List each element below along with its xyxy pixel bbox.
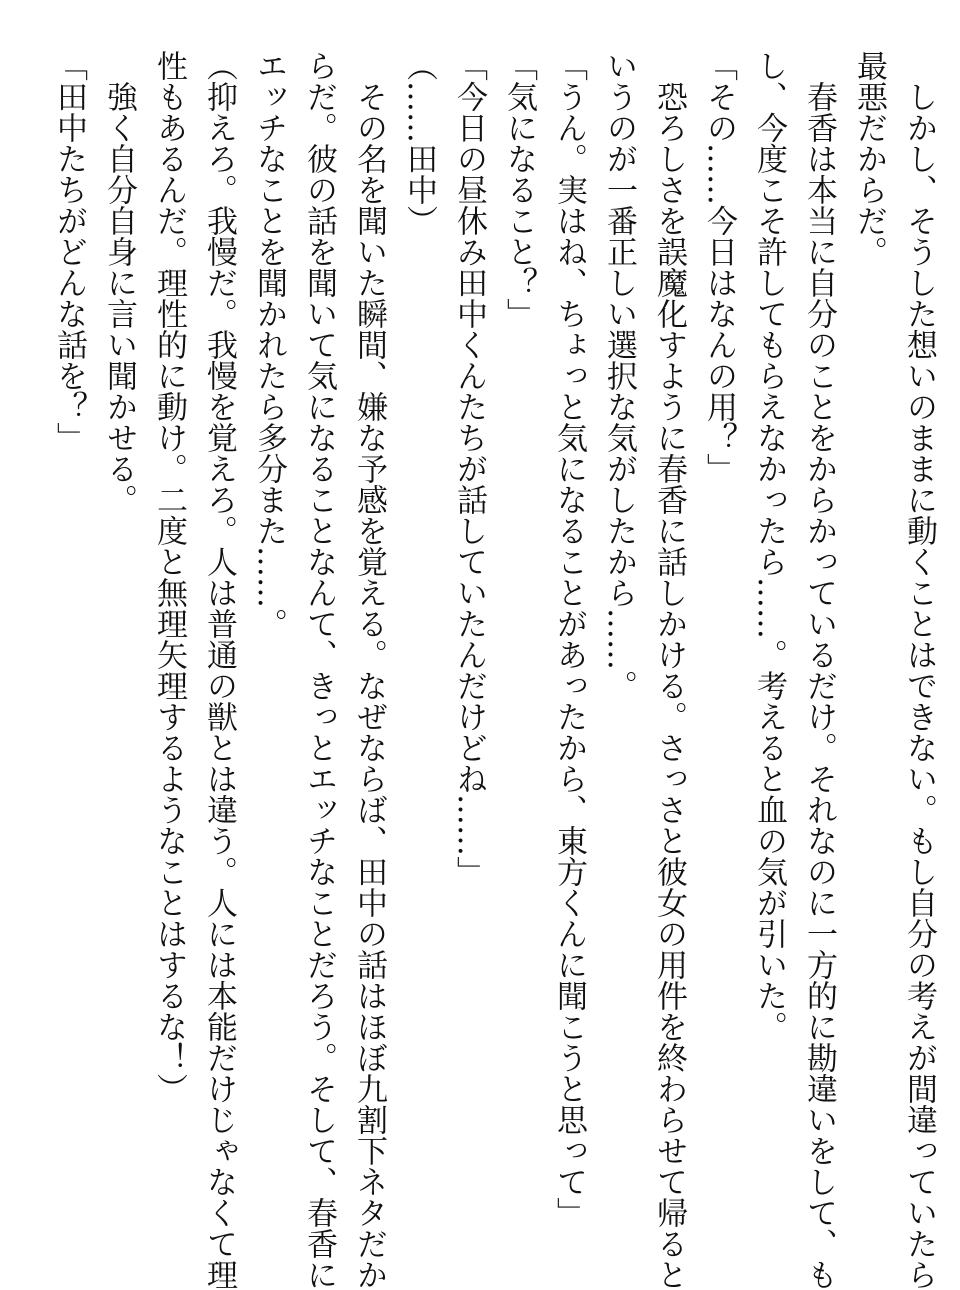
text-line: 「うん。実はね、ちょっと気になることがあったから、東方くんに聞こうと思って」 [551, 50, 587, 1228]
text-line: 「田中たちがどんな話を？」 [51, 50, 87, 453]
text-line: その名を聞いた瞬間、嫌な予感を覚える。なぜならば、田中の話はほぼ九割下ネタだか [351, 50, 387, 1290]
text-line: 性もあるんだ。理性的に動け。二度と無理矢理するようなことはするな！） [151, 50, 187, 1104]
text-line: 強く自分自身に言い聞かせる。 [101, 50, 137, 515]
text-line: しかし、そうした想いのままに動くことはできない。もし自分の考えが間違っていたら [901, 50, 937, 1290]
text-line: いうのが一番正しい選択な気がしたから……。 [601, 50, 637, 701]
vertical-text-body [44, 50, 944, 1290]
text-line: 「その……今日はなんの用？」 [701, 50, 737, 484]
text-line: （抑えろ。我慢だ。我慢を覚えろ。人は普通の獣とは違う。人には本能だけじゃなくて理 [201, 50, 237, 1290]
text-line: 最悪だからだ。 [851, 50, 887, 267]
text-line: 「今日の昼休み田中くんたちが話していたんだけどね……」 [451, 50, 487, 887]
text-line: 恐ろしさを誤魔化すように春香に話しかける。さっさと彼女の用件を終わらせて帰ると [651, 50, 687, 1290]
text-line: らだ。彼の話を聞いて気になることなんて、きっとエッチなことだろう。そして、春香に [301, 50, 337, 1290]
text-line: （……田中） [401, 50, 437, 236]
text-line: 春香は本当に自分のことをからかっているだけ。それなのに一方的に勘違いをして、も [801, 50, 837, 1290]
text-line: 「気になること？」 [501, 50, 537, 329]
text-line: エッチなことを聞かれたら多分また……。 [251, 50, 287, 639]
text-line: し、今度こそ許してもらえなかったら……。考えると血の気が引いた。 [751, 50, 787, 1042]
